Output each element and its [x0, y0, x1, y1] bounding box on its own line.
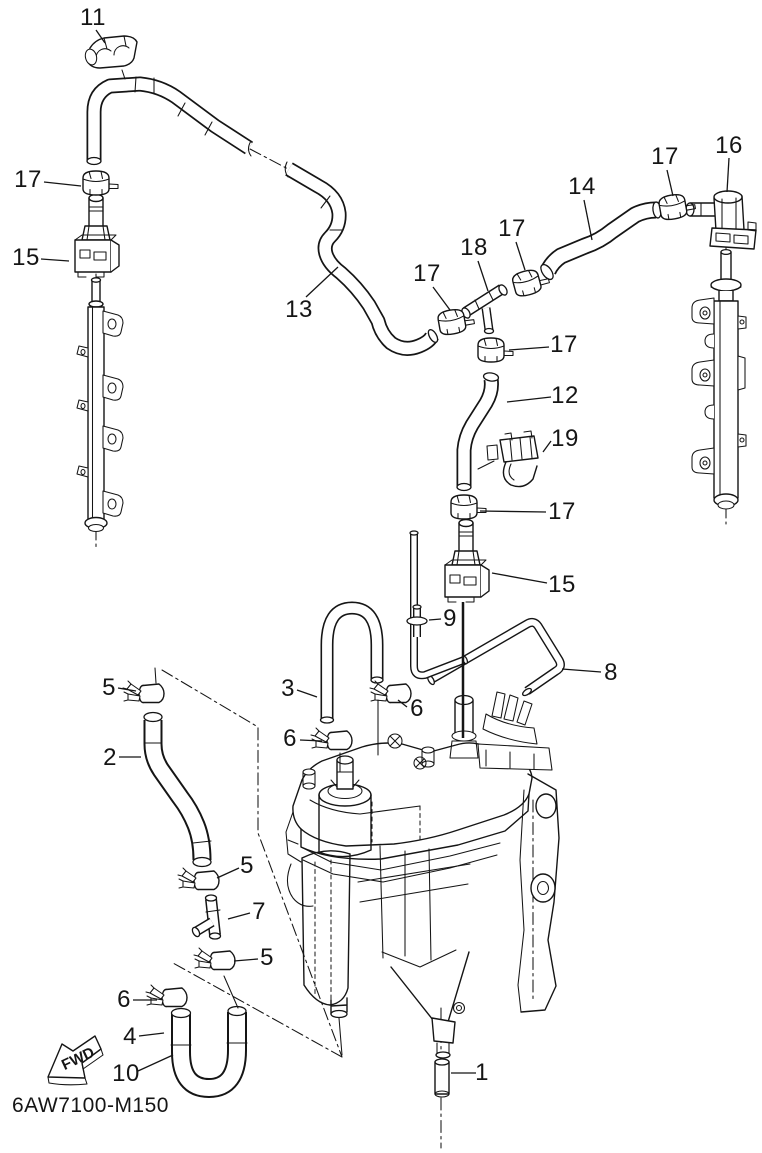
t-fitting-7 — [191, 895, 221, 939]
callout-12: 12 — [551, 382, 579, 409]
clamp-6-a — [370, 681, 411, 703]
callout-17: 17 — [413, 260, 441, 287]
callout-6: 6 — [410, 695, 424, 722]
t-fitting-18 — [460, 283, 509, 333]
callout-17: 17 — [548, 498, 576, 525]
callout-9: 9 — [443, 605, 457, 632]
fwd-arrow — [48, 1036, 103, 1085]
clamp-6-b — [311, 728, 352, 750]
clamp-5-c — [194, 948, 235, 970]
callout-19: 19 — [551, 425, 579, 452]
callout-18: 18 — [460, 234, 488, 261]
leader-line-8 — [562, 669, 601, 672]
callout-8: 8 — [604, 659, 618, 686]
callout-4: 4 — [123, 1023, 137, 1050]
clamp-17-e — [478, 338, 513, 362]
hose-13 — [87, 77, 440, 348]
fuel-rail-left — [77, 278, 123, 532]
hose-10-and-4 — [171, 1007, 247, 1089]
callout-7: 7 — [252, 898, 266, 925]
leader-line-5 — [234, 959, 258, 961]
callout-5: 5 — [240, 852, 254, 879]
leader-line-12 — [507, 397, 551, 402]
clamp-5-b — [178, 868, 219, 890]
quick-connector-15-left — [75, 195, 119, 278]
leader-line-17 — [44, 182, 81, 186]
hose-3 — [321, 608, 384, 723]
clamp-6-c — [146, 985, 187, 1007]
leader-line-4 — [139, 1033, 164, 1036]
hose-14 — [538, 202, 662, 282]
leader-line-17 — [480, 511, 546, 512]
clamp-17-f — [451, 495, 486, 519]
leader-line-15 — [492, 573, 547, 583]
callout-17: 17 — [14, 166, 42, 193]
callout-17: 17 — [498, 215, 526, 242]
pipe-8 — [426, 622, 560, 697]
leader-line-3 — [297, 690, 317, 697]
callout-6: 6 — [283, 725, 297, 752]
leader-lines — [41, 30, 729, 1073]
leader-line-15 — [41, 259, 69, 261]
leader-line-9 — [429, 619, 441, 620]
callout-1: 1 — [475, 1059, 489, 1086]
callout-3: 3 — [281, 675, 295, 702]
leader-line-17 — [433, 287, 450, 310]
callout-5: 5 — [260, 944, 274, 971]
leader-line-17 — [667, 170, 673, 196]
callout-6: 6 — [117, 986, 131, 1013]
callout-14: 14 — [568, 173, 596, 200]
hose-2 — [144, 713, 211, 867]
leader-line-17 — [509, 347, 549, 350]
hose-12 — [457, 372, 499, 491]
clamp-17-a — [83, 171, 118, 195]
callout-13: 13 — [285, 296, 313, 323]
leader-line-18 — [478, 261, 488, 291]
callout-15: 15 — [12, 244, 40, 271]
fuel-rail-right — [692, 243, 746, 509]
holder-19 — [487, 431, 538, 487]
tube-1 — [435, 1059, 449, 1097]
leader-line-7 — [228, 913, 250, 919]
leader-line-14 — [584, 200, 592, 240]
callout-16: 16 — [715, 132, 743, 159]
fwd-label: FWD — [59, 1044, 98, 1074]
callout-2: 2 — [103, 744, 117, 771]
callout-5: 5 — [102, 674, 116, 701]
clamp-5-a — [123, 681, 164, 703]
callout-11: 11 — [80, 4, 106, 31]
quick-connector-15-center — [445, 520, 489, 603]
callout-15: 15 — [548, 571, 576, 598]
drawing-number: 6AW7100-M150 — [12, 1094, 169, 1117]
callout-17: 17 — [550, 331, 578, 358]
elbow-connector-16 — [686, 191, 756, 249]
leader-line-17 — [516, 242, 525, 270]
callout-17: 17 — [651, 143, 679, 170]
leader-line-6 — [300, 740, 322, 741]
leader-line-5 — [217, 868, 239, 878]
leader-line-10 — [138, 1055, 173, 1071]
leader-line-16 — [727, 158, 729, 192]
leader-line-19 — [543, 441, 551, 452]
leader-line-13 — [306, 267, 338, 297]
callout-10: 10 — [112, 1060, 140, 1087]
hose-holder-11 — [84, 36, 137, 79]
